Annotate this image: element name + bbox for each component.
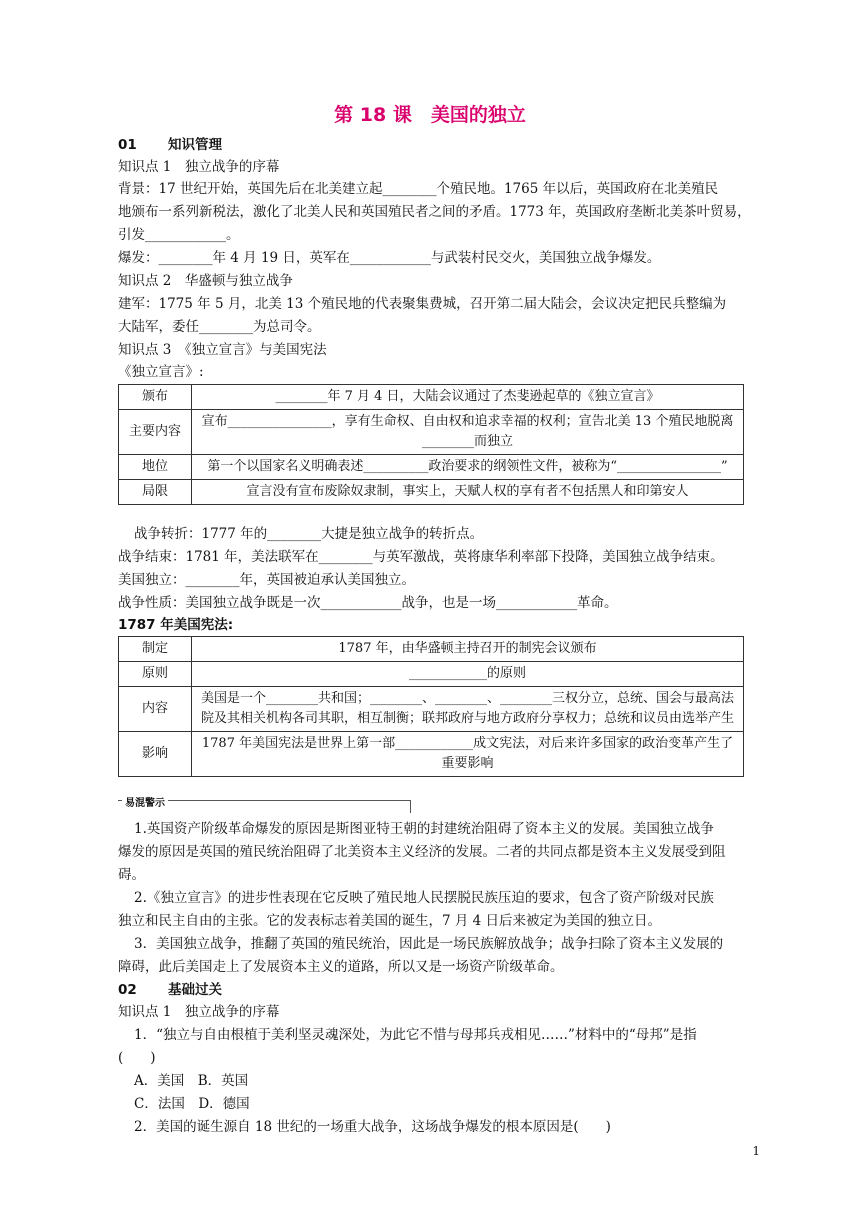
knowledge-point-1-practice: 知识点 1 独立战争的序幕 (118, 1004, 280, 1020)
section-number: 02 (118, 982, 137, 998)
row-key: 原则 (119, 662, 192, 687)
table-row (119, 410, 744, 455)
warning-1-line-2: 爆发的原因是英国的殖民统治阻碍了北美资本主义经济的发展。二者的共同点都是资本主义发展受到阻 (118, 844, 726, 860)
section-number: 01 (118, 137, 137, 153)
question-1-blank: ( ) (118, 1050, 156, 1066)
row-value: 美国是一个________共和国；________、________、________三权分立，总统、国会与最高法院及其相关机构各司其职，相互制衡；联邦政府与地方政府分享权力；总统和议员由选举产生 (192, 687, 744, 732)
us-independence: 美国独立：________年，英国被迫承认美国独立。 (118, 572, 415, 588)
row-value: 宣布________________，享有生命权、自由权和追求幸福的权利；宣告北美 13 个殖民地脱离________而独立 (192, 410, 744, 455)
warning-2-line-2: 独立和民主自由的主张。它的发表标志着美国的诞生，7 月 4 日后来被定为美国的独立日。 (118, 913, 662, 929)
constitution-table-caption: 1787 年美国宪法: (118, 617, 234, 633)
warning-label: 易混警示 (122, 794, 168, 809)
row-value: 1787 年美国宪法是世界上第一部____________成文宪法，对后来许多国家的政治变革产生了重要影响 (192, 732, 744, 777)
row-value: 第一个以国家名义明确表述__________政治要求的纲领性文件，被称为“________________” (192, 455, 744, 480)
warning-3-line-2: 障碍，此后美国走上了发展资本主义的道路，所以又是一场资产阶级革命。 (118, 959, 564, 975)
declaration-table-caption: 《独立宣言》: (118, 364, 204, 380)
row-key: 颁布 (119, 385, 192, 410)
background-line-3: 引发____________。 (118, 227, 240, 243)
warning-3-line-1: 3．美国独立战争，推翻了英国的殖民统治，因此是一场民族解放战争；战争扫除了资本主义发展的 (134, 936, 724, 952)
row-key: 内容 (119, 687, 192, 732)
page-number: 1 (752, 1144, 760, 1158)
table-row (119, 455, 744, 480)
warning-1-line-1: 1.英国资产阶级革命爆发的原因是斯图亚特王朝的封建统治阻碍了资本主义的发展。美国独立战争 (134, 821, 714, 837)
declaration-table (118, 384, 744, 505)
question-1-options-ab: A．美国 B．英国 (134, 1073, 249, 1089)
section-heading-2 (118, 979, 758, 1001)
row-value: 1787 年，由华盛顿主持召开的制宪会议颁布 (192, 637, 744, 662)
row-key: 主要内容 (119, 410, 192, 455)
section-title: 基础过关 (168, 982, 222, 998)
army-line-2: 大陆军，委任________为总司令。 (118, 319, 321, 335)
table-row (119, 480, 744, 505)
warning-1-line-3: 碍。 (118, 867, 145, 883)
row-value: 宣言没有宣布废除奴隶制，事实上，天赋人权的享有者不包括黑人和印第安人 (192, 480, 744, 505)
table-row (119, 637, 744, 662)
table-row (119, 662, 744, 687)
outbreak-line: 爆发：________年 4 月 19 日，英军在____________与武装村民交火，美国独立战争爆发。 (118, 250, 661, 266)
table-row (119, 385, 744, 410)
background-line-2: 地颁布一系列新税法，激化了北美人民和英国殖民者之间的矛盾。1773 年，英国政府垄断北美茶叶贸易， (118, 204, 751, 220)
knowledge-point-2: 知识点 2 华盛顿与独立战争 (118, 273, 293, 289)
question-1-stem: 1．“独立与自由根植于美利坚灵魂深处，为此它不惜与母邦兵戎相见……”材料中的“母邦”是指 (134, 1027, 697, 1043)
row-value: ____________的原则 (192, 662, 744, 687)
knowledge-point-1: 知识点 1 独立战争的序幕 (118, 159, 280, 175)
section-heading-1 (118, 134, 758, 156)
page-title: 第 18 课 美国的独立 (334, 104, 526, 126)
row-key: 制定 (119, 637, 192, 662)
war-nature: 战争性质：美国独立战争既是一次____________战争，也是一场____________革命。 (118, 595, 618, 611)
row-key: 地位 (119, 455, 192, 480)
knowledge-point-3: 知识点 3 《独立宣言》与美国宪法 (118, 342, 327, 358)
table-row (119, 732, 744, 777)
war-end: 战争结束：1781 年，美法联军在________与英军激战，英将康华利率部下投降，美国独立战争结束。 (118, 549, 724, 565)
constitution-table (118, 636, 744, 777)
question-1-options-cd: C．法国 D．德国 (134, 1096, 250, 1112)
row-value: ________年 7 月 4 日，大陆会议通过了杰斐逊起草的《独立宣言》 (192, 385, 744, 410)
army-line-1: 建军：1775 年 5 月，北美 13 个殖民地的代表聚集费城，召开第二届大陆会，会议决定把民兵整编为 (118, 296, 727, 312)
table-row (119, 687, 744, 732)
warning-2-line-1: 2.《独立宣言》的进步性表现在它反映了殖民地人民摆脱民族压迫的要求，包含了资产阶级对民族 (134, 890, 714, 906)
section-title: 知识管理 (168, 137, 222, 153)
row-key: 影响 (119, 732, 192, 777)
war-turning-point: 战争转折：1777 年的________大捷是独立战争的转折点。 (134, 526, 484, 542)
background-line-1: 背景：17 世纪开始，英国先后在北美建立起________个殖民地。1765 年以后，英国政府在北美殖民 (118, 181, 719, 197)
row-key: 局限 (119, 480, 192, 505)
question-2-stem: 2．美国的诞生源自 18 世纪的一场重大战争，这场战争爆发的根本原因是( ) (134, 1119, 611, 1135)
